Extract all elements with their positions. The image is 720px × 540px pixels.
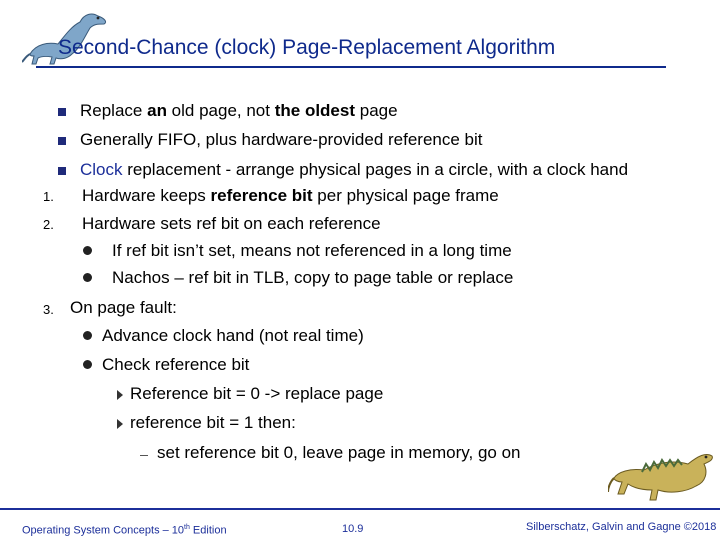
footer-rule <box>0 508 720 510</box>
round-bullet-icon <box>83 360 92 369</box>
bullet-text: old page, not <box>166 101 275 120</box>
bullet-bold-an: an <box>147 101 167 120</box>
square-bullet-icon <box>58 167 66 175</box>
sub-item-ref-bit-one: reference bit = 1 then: <box>130 413 296 432</box>
list-number: 1. <box>43 189 54 204</box>
sub-item-advance-clock: Advance clock hand (not real time) <box>102 326 364 345</box>
dinosaur-mascot-icon <box>608 432 716 506</box>
dash-bullet-icon <box>140 455 148 456</box>
item-text: per physical page frame <box>312 186 499 205</box>
numbered-item-hardware-sets: Hardware sets ref bit on each reference <box>82 214 381 233</box>
footer-authors: Silberschatz, Galvin and Gagne ©2018 <box>526 521 717 533</box>
bullet-text: replacement - arrange physical pages in a circle, with a clock hand <box>122 160 629 179</box>
square-bullet-icon <box>58 137 66 145</box>
round-bullet-icon <box>83 273 92 282</box>
round-bullet-icon <box>83 331 92 340</box>
triangle-bullet-icon <box>117 419 123 429</box>
bullet-clock-replacement <box>80 160 628 180</box>
bullet-text: Replace <box>80 101 148 120</box>
title-underline <box>36 66 666 68</box>
page-number: 10.9 <box>342 523 364 535</box>
footer-superscript: th <box>184 524 190 531</box>
item-text: Hardware keeps <box>82 186 211 205</box>
clock-keyword: Clock <box>80 160 123 179</box>
bullet-replace-old-page <box>80 101 398 121</box>
triangle-bullet-icon <box>117 390 123 400</box>
square-bullet-icon <box>58 108 66 116</box>
sub-item-ref-bit-not-set: If ref bit isn’t set, means not referenced in a long time <box>112 241 512 260</box>
numbered-item-reference-bit <box>82 186 499 206</box>
sub-item-check-ref-bit: Check reference bit <box>102 355 250 374</box>
numbered-item-page-fault: On page fault: <box>70 298 177 317</box>
round-bullet-icon <box>83 246 92 255</box>
list-number: 3. <box>43 302 54 317</box>
footer-text: Edition <box>189 524 227 537</box>
bullet-bold-oldest: the oldest <box>274 101 356 120</box>
sub-item-ref-bit-zero: Reference bit = 0 -> replace page <box>130 384 384 403</box>
footer-text: Operating System Concepts – 10 <box>22 524 185 537</box>
bullet-fifo: Generally FIFO, plus hardware-provided reference bit <box>80 130 483 149</box>
item-bold-reference-bit: reference bit <box>210 186 313 205</box>
bullet-text: page <box>355 101 398 120</box>
slide-title: Second-Chance (clock) Page-Replacement Algorithm <box>58 36 556 59</box>
sub-item-nachos: Nachos – ref bit in TLB, copy to page table or replace <box>112 268 514 287</box>
footer-book-title <box>22 524 227 537</box>
list-number: 2. <box>43 217 54 232</box>
sub-item-set-ref-bit-zero: set reference bit 0, leave page in memory, go on <box>157 443 521 462</box>
